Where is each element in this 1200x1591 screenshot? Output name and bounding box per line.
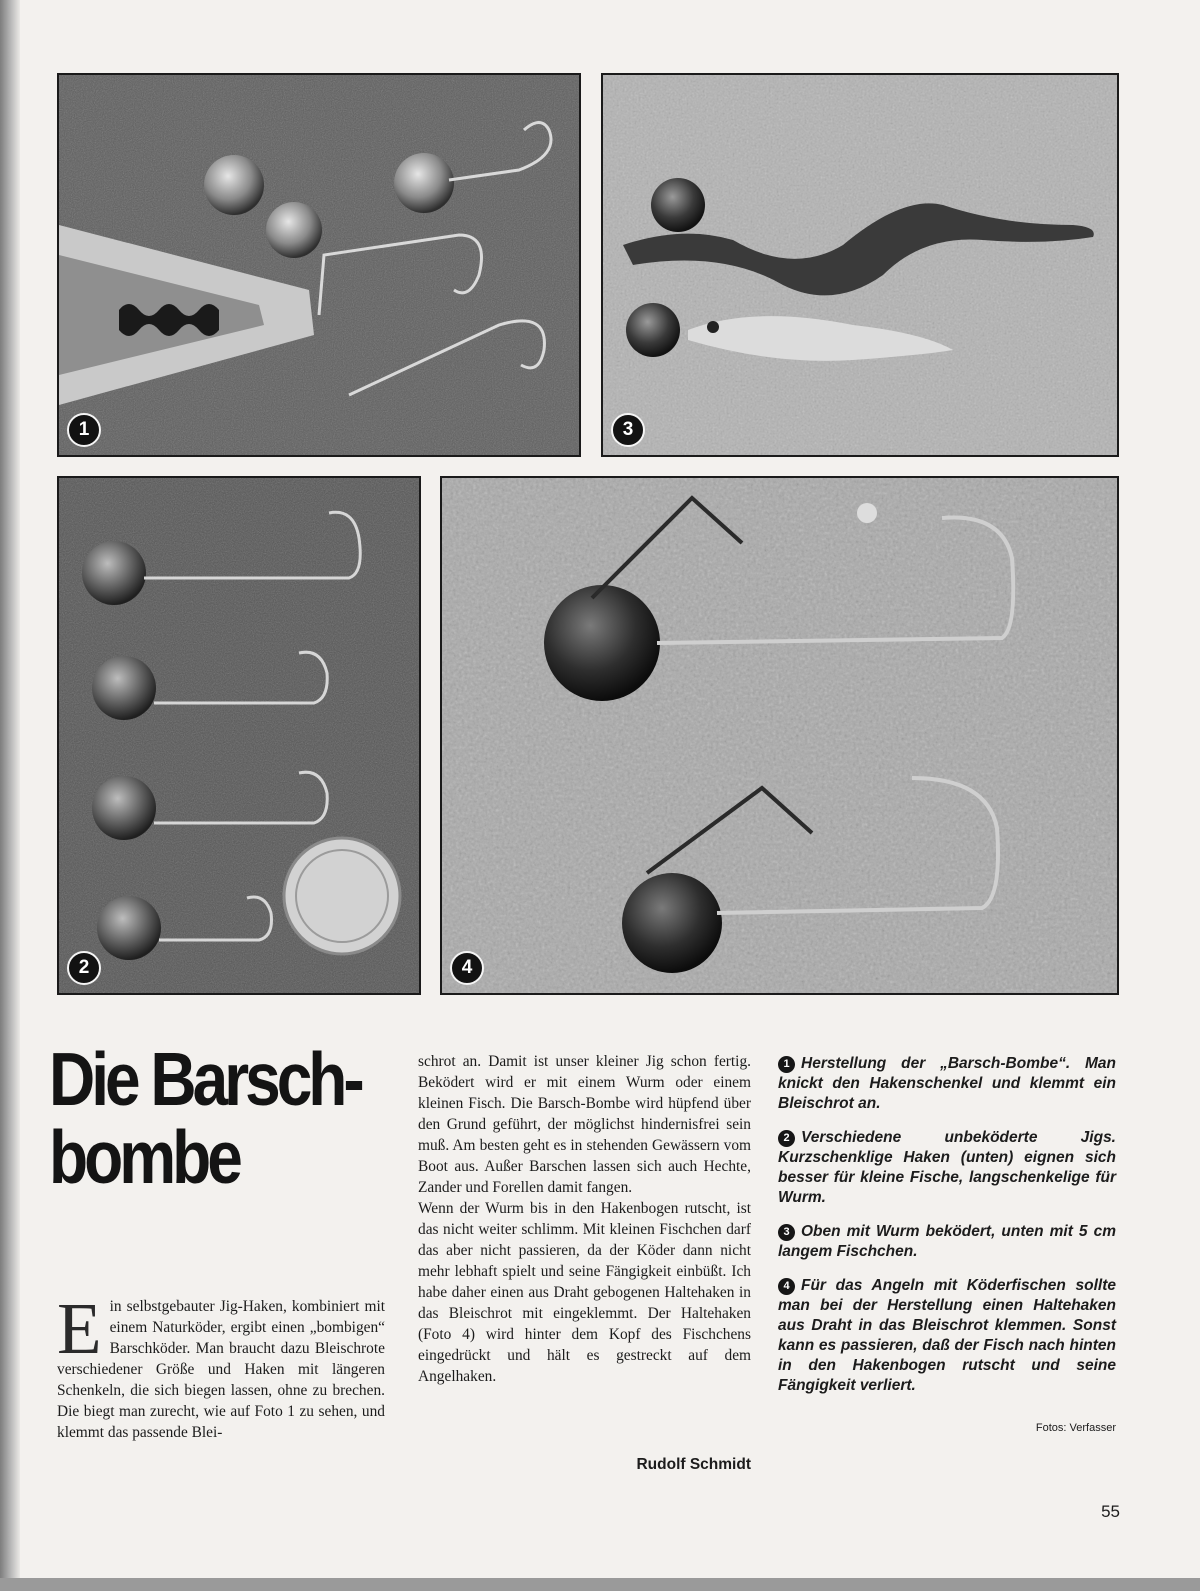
caption-4 [778,1276,1116,1396]
caption-number-badge: 4 [778,1278,795,1295]
photo-1-number-badge: 1 [67,413,101,447]
article-paragraph: schrot an. Damit ist unser kleiner Jig schon fertig. Beködert wird er mit einem Wurm oder einem kleinen Fisch. Die Barsch-Bombe wird hüpfend über den Grund geführt, der möglichst hindernisfrei sein muß. Am besten geht es in stehenden Gewässern vom Boot aus. Außer Barschen lassen sich auch Hechte, Zander und Forellen damit fangen. [418,1053,751,1196]
photo-3-image [603,75,1117,455]
page-spine-shadow [0,0,20,1591]
article-paragraph: Wenn der Wurm bis in den Hakenbogen rutscht, ist das nicht weiter schlimm. Mit kleinen Fischchen darf das aber nicht passieren, da der Köder dann nicht mehr lebhaft spielt und seine Fängigkeit einbüßt. Ich habe daher einen aus Draht gebogenen Haltehaken in das Bleischrot mit eingeklemmt. Der Haltehaken (Foto 4) wird hinter dem Kopf des Fischchens eingedrückt und hält es gestreckt auf dem Angelhaken. [418,1200,751,1385]
caption-text: Für das Angeln mit Köderfischen sollte man bei der Herstellung einen Haltehaken aus Draht in das Bleischrot klemmen. Sonst kann es passieren, daß der Fisch nach hinten in den Hakenbogen rutscht und seine Fängigkeit verliert. [778,1277,1116,1394]
headline-line-1: Die Barsch- [49,1036,361,1122]
photo-4-image [442,478,1117,993]
photo-2-number-badge: 2 [67,951,101,985]
scan-bottom-edge [0,1578,1200,1591]
drop-cap: E [57,1288,102,1369]
headline-line-2: bombe [49,1114,239,1200]
caption-number-badge: 2 [778,1130,795,1147]
caption-number-badge: 3 [778,1224,795,1241]
article-headline [49,1036,409,1200]
photo-3-number-badge: 3 [611,413,645,447]
caption-number-badge: 1 [778,1056,795,1073]
article-column-left-text: in selbstgebauter Jig-Haken, kombiniert mit einem Naturköder, ergibt einen „bombigen“ Barschköder. Man braucht dazu Bleischrote verschiedener Größe und Haken mit längeren Schenkeln, die sich biegen lassen, ohne zu brechen. Die biegt man zurecht, wie auf Foto 1 zu sehen, und klemmt das passende Blei- [57,1298,385,1441]
photo-1 [57,73,581,457]
caption-text: Verschiedene unbeköderte Jigs. Kurzschenklige Haken (unten) eignen sich besser für kleine Fische, langschenkelige für Wurm. [778,1129,1116,1206]
author-byline: Rudolf Schmidt [636,1456,751,1473]
article-column-left [57,1288,385,1443]
caption-1 [778,1054,1116,1114]
caption-text: Oben mit Wurm beködert, unten mit 5 cm langem Fischchen. [778,1223,1116,1260]
photo-captions [778,1054,1116,1410]
photo-1-image [59,75,579,455]
article-column-middle [418,1051,751,1387]
caption-2 [778,1128,1116,1208]
caption-3 [778,1222,1116,1262]
photo-2 [57,476,421,995]
photo-4 [440,476,1119,995]
photo-3 [601,73,1119,457]
caption-text: Herstellung der „Barsch-Bombe“. Man knickt den Hakenschenkel und klemmt ein Bleischrot an. [778,1055,1116,1112]
photo-credit: Fotos: Verfasser [1035,1422,1116,1434]
page-number: 55 [1101,1502,1120,1521]
photo-2-image [59,478,419,993]
photo-4-number-badge: 4 [450,951,484,985]
